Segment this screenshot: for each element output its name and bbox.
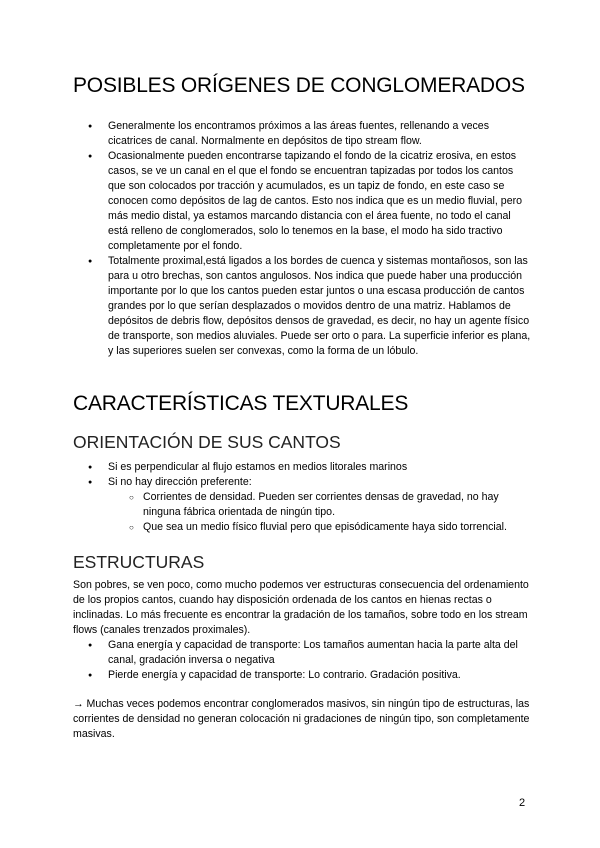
origins-list-block bbox=[73, 119, 533, 359]
list-item: ● Pierde energía y capacidad de transporte: Lo contrario. Gradación positiva. bbox=[73, 668, 533, 683]
sub-list-item: ○ Que sea un medio físico fluvial pero que episódicamente haya sido torrencial. bbox=[73, 520, 533, 535]
list-item: ● Generalmente los encontramos próximos a las áreas fuentes, rellenando a veces cicatrices de canal. Normalmente en depósitos de tipo stream flow. bbox=[73, 119, 533, 149]
origins-list bbox=[73, 119, 533, 359]
heading-orientacion: ORIENTACIÓN DE SUS CANTOS bbox=[73, 432, 341, 452]
orientation-sublist bbox=[73, 490, 533, 535]
structures-list bbox=[73, 638, 533, 683]
closing-block bbox=[73, 697, 533, 742]
list-item: ● Si es perpendicular al flujo estamos en medios litorales marinos bbox=[73, 460, 533, 475]
list-item: ● Totalmente proximal,está ligados a los bordes de cuenca y sistemas montañosos, son las para u otro brechas, son cantos angulosos. Nos indica que puede haber una producción importante por lo que los cantos pueden estar juntos o una escasa producción de cantos grandes por lo que serían desplazados o movidos dentro de una matriz. Hablamos de depósitos de debris flow, depósitos densos de gravedad, es decir, no hay un agente físico de transporte, son medios aluviales. Puede ser orto o para. La superficie inferior es plana, y las superiores suelen ser convexas, como la forma de un lóbulo. bbox=[73, 254, 533, 359]
orientation-list-block bbox=[73, 460, 533, 535]
closing-paragraph: → Muchas veces podemos encontrar conglomerados masivos, sin ningún tipo de estructuras, las corrientes de densidad no generan colocación ni gradaciones de ningún tipo, son completamente masivas. bbox=[73, 698, 530, 740]
structures-block bbox=[73, 578, 533, 683]
sub-list-item: ○ Corrientes de densidad. Pueden ser corrientes densas de gravedad, no hay ninguna fábrica orientada de ningún tipo. bbox=[73, 490, 533, 520]
list-item: ● Si no hay dirección preferente: bbox=[73, 475, 533, 490]
orientation-list bbox=[73, 460, 533, 490]
heading-estructuras: ESTRUCTURAS bbox=[73, 552, 205, 572]
heading-caracteristicas-texturales: CARACTERÍSTICAS TEXTURALES bbox=[73, 392, 409, 415]
list-item: ● Gana energía y capacidad de transporte: Los tamaños aumentan hacia la parte alta del canal, gradación inversa o negativa bbox=[73, 638, 533, 668]
list-item: ● Ocasionalmente pueden encontrarse tapizando el fondo de la cicatriz erosiva, en estos casos, se ve un canal en el que el fondo se encuentran tapizadas por todos los cantos que son colocados por tracción y acumulados, es un tapiz de fondo, en este caso se conocen como depósitos de lag de cantos. Esto nos indica que es un medio fluvial, pero más medio distal, ya estamos marcando distancia con el área fuente, no todo el canal está relleno de conglomerados, solo lo tenemos en la base, el modo ha sido tractivo completamente por el fondo. bbox=[73, 149, 533, 254]
structures-intro: Son pobres, se ven poco, como mucho podemos ver estructuras consecuencia del ordenamiento de los propios cantos, cuando hay disposición ordenada de los cantos en hienas rectas o inclinadas. Lo más frecuente es encontrar la gradación de los tamaños, sobre todo en los stream flows (canales trenzados proximales). bbox=[73, 579, 529, 636]
page-number: 2 bbox=[519, 797, 526, 809]
heading-posibles-origenes: POSIBLES ORÍGENES DE CONGLOMERADOS bbox=[73, 74, 525, 97]
